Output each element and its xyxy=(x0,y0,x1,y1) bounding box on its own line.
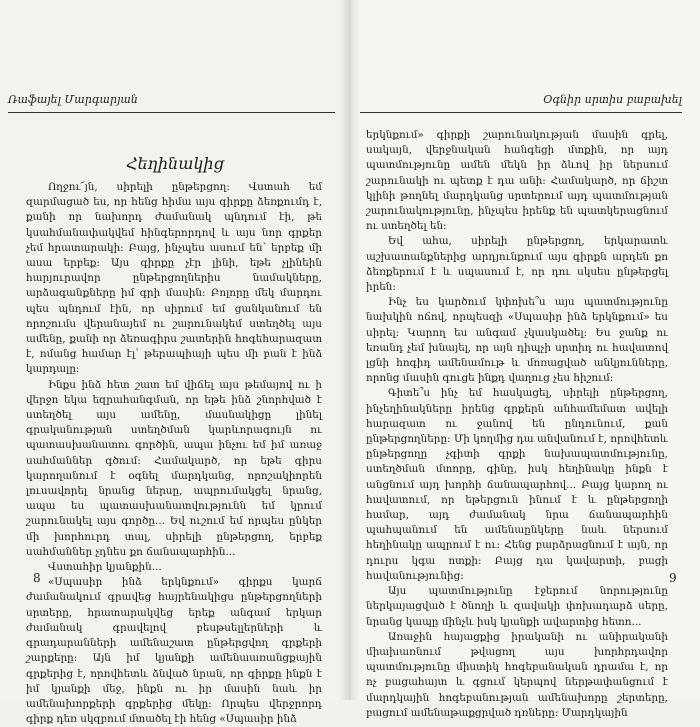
running-head-author: Ռաֆայել Մարգարյան xyxy=(8,93,138,106)
paragraph: Վստահիր կյանքին... xyxy=(48,561,162,574)
running-head-title: Օգնիր սրտիս բաբախել xyxy=(543,93,682,106)
paragraph: Ողջու՜յն, սիրելի ընթերցող: Վստահ եմ զարմացած ես, որ հենց հիմա այս գիրքը ձեռքումդ է, քանի որ նախորդ ժամանակ պնդում էի, թե կսահմանափակվեմ հինգերորդով և այս նոր գրքեր չեմ հրատարակի: Բայց, ինչպես ասում են՝ երբեք մի ասա երբեք: Այս գիրքը չէր լինի, եթե չլինեին հարյուրավոր ընթերցողներիս նամակները, արձագանքները իմ գրի մասին: Բոլորը մեկ մարդու պես պնդում էին, որ սիրում եմ ցանկանում են որոշումս վերանայեմ ու շարունակեմ ստեղծել այս ամենը, քանի որ ձեռագիրս շատերին հոգեհարազատ է, ոմանց համար էլ՝ թերապիայի պես մի բան է ինձ կարդալը: xyxy=(26,181,322,376)
right-body-text xyxy=(366,128,668,721)
paragraph: Ինքս ինձ հետ շատ եմ վիճել այս թեմայով ու ի վերջո եկա եզրահանգման, որ եթե ինձ շնորհված է ստեղծել այս ամենը, մասնակիցը լինել գրականության ստեղծման կարևորագույն ու պատասխանատու գործին, ապա ինչու եմ իմ առաջ սահմաններ գծում: Համակարծ, որ եթե գիրս կարողանում է օգնել մարդկանց, որոշակիորեն լուսավորել նրանց ներսը, ապրումակցել նրանց, ապա ես պատասխանատվությունն եմ կրում շարունակել այս գործը... Եվ ուշում եմ որպես ընկեր մի խորհուրդ տալ, սիրելի ընթերցող, երբեք սահմաններ չդնես քո ճանապարհին... xyxy=(26,378,322,558)
paragraph: Առաջին հայացքից իրականի ու անիրականի միախառնում թվացող այս խորհրդավոր պատմությունը միստիկ հոգեբանական դրամա է, որ ոչ բացահայտ և գցում կերպով ներթափանցում է մարդկային հոգեբանության ամենախորը շերտերը, բացում ամենաթաքցրված դռները: Մարդկային xyxy=(366,630,668,719)
paragraph: Եվ ահա, սիրելի ընթերցող, երկարատև աշխատանքներից արդյունքում այս գիրքն արդեն քո ձեռքերում է և սպասում է, որ դու սկսես ընթերցել իրեն: xyxy=(366,235,668,294)
header-rule xyxy=(360,112,682,113)
paragraph: «Սպասիր ինձ երկնքում» գիրքս կարճ ժամանակում գրավեց հայրենակիցս ընթերցողների սրտերը, հրատարակվեց երեք անգամ երկար ժամանակ գրավելով բեսթսելլերների և գրադարանների ամենաշատ ընթերցվող գրքերի շարքերը: Այն իմ կյանքի ամենաառանցքային գրքերից է, որովհետև ձնված նրան, որ գիրքը ինքն է իմ կյանքի մեջ, ինքն ու իր մասին նաև իր ամենախորքերի գրքերից մեկը: Որպես վերջրորդ գիրք դեռ սկզբում մտածել էի հենց «Սպասիր ինձ xyxy=(26,576,322,726)
paragraph: Գիտե՞ս ինչ եմ հասկացել, սիրելի ընթերցող, ինչեղինակները իրենց գրքերն անհամեմատ ավելի հարազատ ու ջանով են ընդունում, քան ընթերցողները: Մի կողմից դա անվանում է, որովհետև ընթերցողը չգիտի գրքի նախապատմությունը, ստեղծման մտորը, գինը, իսկ հեղինակը ինքն է անցնում այդ խորհի ճանապարհով... Բայց կարող ու հավատում, որ եթերցուն ինում է և ընթերցողի համար, այդ ժամանակ նրա ճանապարհին պահպանում են ամենաընկերը նաև ներսում հեղինակը ապրում է ու: Հենց բարձրացնում է այն, որ դուրս կգա ոտքի: Բայց դա կավարտի, բացի հավանությունից: xyxy=(366,387,668,582)
paragraph: Այս պատմությունը էջերում նորությունը ներկայացված է ծնողի և զավակի փոխադարձ սերը, նրանց կապը մինչև իսկ կյանքի ավարտից հետո... xyxy=(366,585,668,628)
paragraph: երկնքում» գիրքի շարունակության մասին գրել, սակայն, վերջնական հանգեցի մտքին, որ այդ պատմությունը ամեն մեկն իր ձևով իր ներսում շարունակի ու պետք է դա անի: Համակարծ, որ ճիշտ կլինի թողնել մարդկանց սրտերում այդ պատմության շարունակությունը, ինչպես իրենք են պատկերացնում ու ստեղծել են: xyxy=(366,129,668,233)
page-number: 9 xyxy=(669,571,677,585)
page-number: 8 xyxy=(33,571,41,585)
book-gutter xyxy=(340,0,360,700)
chapter-title: Հեղինակից xyxy=(126,154,224,173)
left-page xyxy=(0,0,350,726)
paragraph: Ինչ ես կարծում կփոխե՞ս այս պատմությունը նախկին ոճով, որպեսզի «Սպասիր ինձ երկնքում» ես սիրել: Կարող ես անգամ չկասկածել: Ես ջանք ու եռանդ չեմ խնայել, որ այն դիպչի սրտիդ ու հավատով լցնի հոգիդ ամենամութ և մոռացված անկյունները, որոնց մասին գուցե ինքդ վաղուց չես հիշում: xyxy=(366,296,668,385)
right-page xyxy=(350,0,700,719)
header-rule xyxy=(8,112,335,113)
left-body-text xyxy=(26,180,322,727)
